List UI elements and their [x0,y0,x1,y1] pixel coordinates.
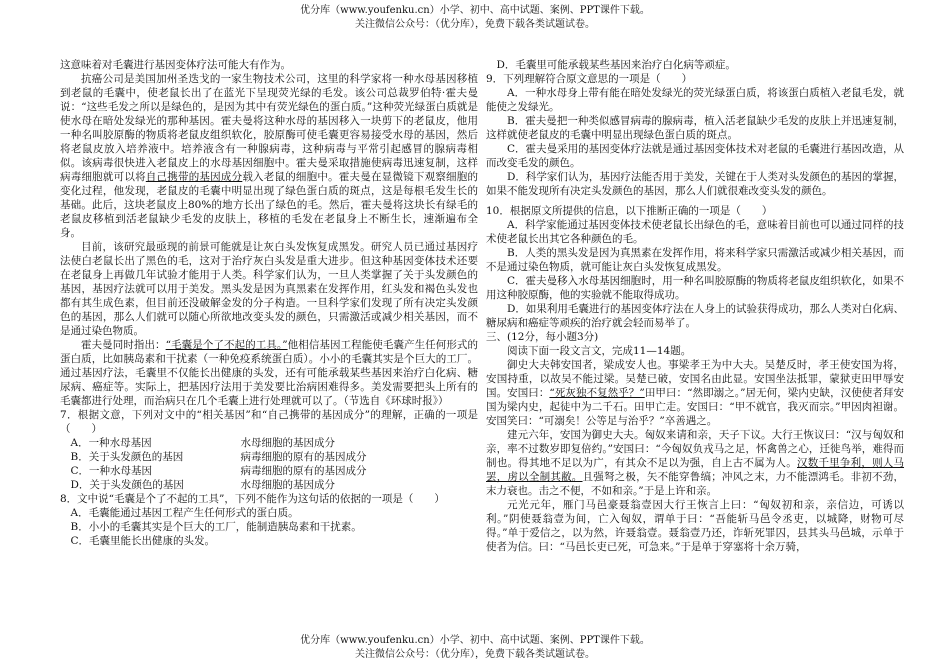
section-3-title: 三、(12分，每小题3分) [486,331,599,343]
footer-line-1: 优分库（www.youfenku.cn）小学、初中、高中试题、案例、PPT课件下载。 [300,635,650,646]
q9-option-a: A．一种水母身上带有能在暗处发绿光的荧光绿蛋白质，将该蛋白质植入老鼠毛发，就能使之发绿光。 [486,87,904,113]
passage-paragraph-1: 抗癌公司是美国加州圣迭戈的一家生物技术公司，这里的科学家将一种水母基因移植到老鼠的毛囊中，使老鼠长出了在蓝光下呈现荧光绿的毛发。该公司总裁罗伯特·霍夫曼说：“这些毛发之所以是绿色的，是因为其中有荧光绿色的蛋白质。”这种荧光绿蛋白质就是使水母在暗处发绿光的那种基因。霍夫曼将这种水母的基因移入一块剪下的老鼠皮，他用一种名叫胶原酶的物质将老鼠皮组织软化，胶原酶可使毛囊更容易接受水母的基因，然后将老鼠皮放入培养液中。培养液含有一种腺病毒，这种病毒与平常引起感冒的腺病毒相似。该病毒很快进入老鼠皮上的水母基因细胞中。霍夫曼采取措施使病毒迅速复制，这样病毒细胞就可以将自己携带的基因成分载入老鼠的细胞中。霍夫曼在显微镜下观察细胞的变化过程，他发现，老鼠皮的毛囊中明显出现了绿色蛋白质的斑点，这是每根毛发生长的基础。此后，这块老鼠皮上80%的地方长出了绿色的毛。然后，霍夫曼将这块长有绿毛的老鼠皮移植到活老鼠缺少毛发的皮肤上，移植的毛发在老鼠身上不断生长，速渐遍布全身。 [60,73,479,239]
header-line-1: 优分库（www.youfenku.cn）小学、初中、高中试题、案例、PPT课件下载。 [300,5,650,16]
q7-option-b-right: 病毒细胞的原有的基因成分 [240,451,367,463]
question-7-options [60,436,478,492]
q7-option-d-right: 水母细胞的基因成分 [240,479,335,491]
q7-option-a-right: 水母细胞的基因成分 [240,437,335,449]
underlined-sentence-1: “死灰独不复然乎？” [549,387,645,399]
right-column [486,58,904,554]
q7-option-c-left: C．一种水母基因 [70,465,153,477]
q7-option-c-right: 病毒细胞的原有的基因成分 [240,465,367,477]
classical-paragraph-1: 御史大夫韩安国者，梁成安人也。事梁孝王为中大夫。吴楚反时，孝王使安国为将，安国持重，以故吴不能过梁。吴楚已破，安国名由此显。安国坐法抵罪，蒙狱吏田甲辱安国。安国曰：“死灰独不复然乎？”田甲曰：“然即溺之。”居无何，梁内史缺，汉使使者拜安国为梁内史，起徒中为二千石。田甲亡走。安国曰：“甲不就官，我灭而宗。”甲因肉袒谢。安国笑曰：“可溺矣！公等足与治乎？”卒善遇之。 [486,359,904,427]
passage-paragraph-0: 这意味着对毛囊进行基因变体疗法可能大有作为。 [60,59,291,71]
underlined-quote: “毛囊是个了不起的工具。” [165,339,288,351]
passage-paragraph-3: 霍夫曼同时指出：“毛囊是个了不起的工具。”他相信基因工程能使毛囊产生任何形式的蛋白质，比如胰岛素和干扰素（一种免疫系统蛋白质）。小小的毛囊其实是个巨大的工厂。通过基因疗法，毛囊里不仅能长出健康的头发，还有可能承载某些基因来治疗白化病、糖尿病、癌症等。实际上，把基因疗法用于美发要比治病困难得多。美发需要把头上所有的毛囊都进行处理，而治病只在几个毛囊上进行处理就可以了。（节选自《环球时报》） [60,339,478,407]
q7-option-d-left: D．关于头发颜色的基因 [70,479,184,491]
q8-option-c: C．毛囊里能长出健康的头发。 [70,535,216,547]
footer-line-2: 关注微信公众号：（优分库），免费下载各类试题试卷。 [355,649,595,660]
page-footer [0,634,950,662]
question-9-stem: 9．下列理解符合原文意思的一项是（ ） [486,73,693,85]
q10-option-b: B．人类的黑头发是因为真黑素在发挥作用，将来科学家只需激活或减少相关基因，而不是通过染色物质，就可能让灰白头发恢复成黑发。 [486,247,904,273]
left-column [60,58,478,548]
question-7-stem: 7．根据文意，下列对文中的“相关基因”和“自己携带的基因成分”的理解，正确的一项是（ ） [60,409,478,435]
underlined-phrase: 自己携带的基因成分 [145,171,243,183]
classical-paragraph-3: 元光元年，雁门马邑豪聂翁壹因大行王恢言上曰：“匈奴初和亲，亲信边，可诱以利。”阴使聂翁壹为间，亡入匈奴，谓单于曰：“吾能斩马邑令丞吏，以城降，财物可尽得。”单于爱信之，以为然，许聂翁壹。聂翁壹乃还，诈斩死罪囚，县其头马邑城，示单于使者为信。曰：“马邑长吏已死，可急来。”于是单于穿塞将十余万骑， [486,499,904,553]
q9-option-c: C．霍夫曼采用的基因变体疗法就是通过基因变体技术对老鼠的毛囊进行基因改造，从而改变毛发的颜色。 [486,143,904,169]
q10-option-c: C．霍夫曼移入水母基因细胞时，用一种名叫胶原酶的物质将老鼠皮组织软化，如果不用这种胶原酶，他的实验就不能取得成功。 [486,275,904,301]
q10-option-d: D．如果利用毛囊进行的基因变体疗法在人身上的试验获得成功，那么人类对白化病、糖尿病和癌症等顽疾的治疗就会轻而易举了。 [486,303,904,329]
header-line-2: 关注微信公众号：（优分库），免费下载各类试题试卷。 [355,19,595,30]
section-3-instruction: 阅读下面一段文言文，完成11—14题。 [507,345,692,357]
q9-option-b: B．霍夫曼把一种类似感冒病毒的腺病毒，植入活老鼠缺少毛发的皮肤上并迅速复制，这样就使老鼠皮的毛囊中明显出现绿色蛋白质的斑点。 [486,115,904,141]
classical-paragraph-2: 建元六年，安国为御史大夫。匈奴来请和亲，天子下议。大行王恢议曰：“汉与匈奴和亲，率不过数岁即复倍约。”安国曰：“今匈奴负戎马之足，怀禽兽之心，迁徙鸟举，难得而制也。得其地不足以为广，有其众不足以为强，自上古不属为人。汉数千里争利，则人马罢，虏以全制其敝。且强弩之极，矢不能穿鲁缟；冲风之末，力不能漂鸿毛。非初不劲，末力衰也。击之不便，不如和亲。”于是上许和亲。 [486,429,905,497]
question-10-stem: 10．根据原文所提供的信息，以下推断正确的一项是（ ） [486,205,773,217]
q8-option-b: B．小小的毛囊其实是个巨大的工厂，能制造胰岛素和干扰素。 [70,521,362,533]
q8-option-a: A．毛囊能通过基因工程产生任何形式的蛋白质。 [70,507,299,519]
q7-option-a-left: A．一种水母基因 [70,437,152,449]
question-8-stem: 8．文中说“毛囊是个了不起的工具”，下列不能作为这句话的依据的一项是（ ） [60,493,445,505]
q8-option-d: D．毛囊里可能承载某些基因来治疗白化病等顽症。 [496,59,736,71]
underlined-sentence-2: 汉数千里争利，则人马罢，虏以全制其敝。 [486,457,905,483]
q7-option-b-left: B．关于头发颜色的基因 [70,451,184,463]
q9-option-d: D．科学家们认为，基因疗法能否用于美发，关键在于人类对头发颜色的基因的掌握，如果不能发现所有决定头发颜色的基因，那么人们就很难改变头发的颜色。 [486,171,904,197]
passage-paragraph-2: 目前，该研究最亟现的前景可能就是让灰白头发恢复成黑发。研究人员已通过基因疗法使白老鼠长出了黑色的毛，这对于治疗灰白头发是重大进步。但这种基因变体技术还要在老鼠身上再做几年试验才能用于人类。科学家们认为，一旦人类掌握了关于头发颜色的基因，基因疗法就可以用于美发。黑头发是因为真黑素在发挥作用，红头发和褐色头发也都有其生成色素，但目前还没破解金发的分子构造。一旦科学家们发现了所有决定头发颜色的基因，那么人们就可以随心所欲地改变头发的颜色，只需激活或减少相关基因，而不是通过染色物质。 [60,241,478,337]
q10-option-a: A．科学家能通过基因变体技术使老鼠长出绿色的毛，意味着目前也可以通过同样的技术使老鼠长出其它各种颜色的毛。 [486,219,904,245]
page-header [0,4,950,32]
